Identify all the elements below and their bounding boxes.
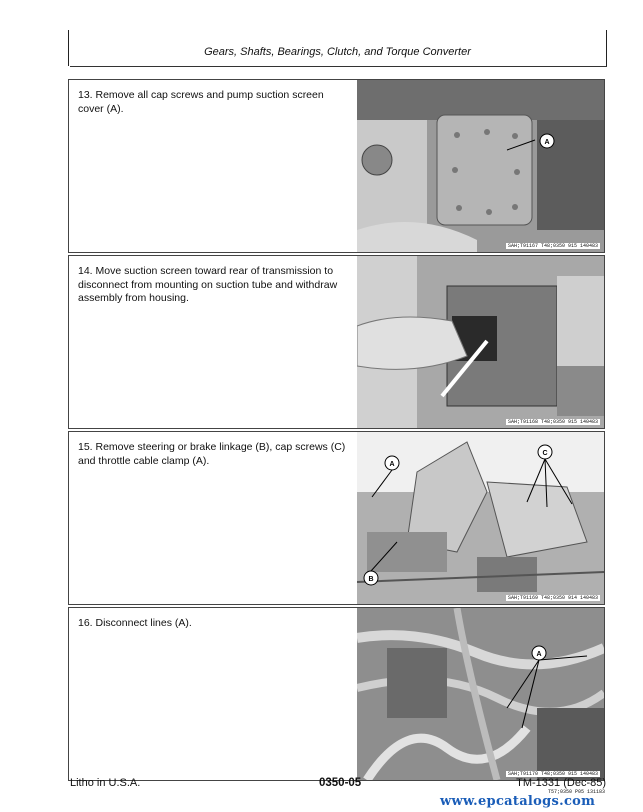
step-16-photo bbox=[357, 608, 604, 780]
callout-label: A bbox=[536, 651, 542, 658]
step-15-photo bbox=[357, 432, 604, 604]
footer-manual-id: TM-1331 (Dec-85) bbox=[516, 777, 606, 789]
page-header-title: Gears, Shafts, Bearings, Clutch, and Torque Converter bbox=[204, 46, 471, 58]
step-14-photo-caption: SAH;T91168 T48;0350 915 140483 bbox=[507, 419, 598, 425]
step-16-photo-caption: SAH;T91170 T48;0350 915 140483 bbox=[507, 771, 598, 777]
step-15 bbox=[68, 431, 605, 605]
header-rule bbox=[70, 66, 607, 67]
callout-label: A bbox=[544, 139, 550, 146]
step-15-photo-caption: SAH;T91169 T48;0350 914 140483 bbox=[507, 595, 598, 601]
step-14-photo bbox=[357, 256, 604, 428]
step-13-photo-caption: SAH;T91167 T48;0350 915 140483 bbox=[507, 243, 598, 249]
step-16-text: 16. Disconnect lines (A). bbox=[78, 617, 192, 629]
step-16-photo-illustration bbox=[357, 608, 604, 780]
binding-margin-line-right bbox=[606, 30, 607, 66]
step-14-text: 14. Move suction screen toward rear of transmission to disconnect from mounting on suction tube and withdraw assembly from housing. bbox=[78, 265, 338, 304]
step-15-photo-illustration bbox=[357, 432, 604, 604]
step-15-text: 15. Remove steering or brake linkage (B), cap screws (C) and throttle cable clamp (A). bbox=[78, 441, 346, 467]
footer-page-number: 0350-05 bbox=[319, 777, 362, 789]
footer-litho: Litho in U.S.A. bbox=[70, 777, 141, 789]
step-16 bbox=[68, 607, 605, 781]
step-13 bbox=[68, 79, 605, 253]
step-14 bbox=[68, 255, 605, 429]
callout-label: C bbox=[542, 450, 548, 457]
step-13-photo-illustration bbox=[357, 80, 604, 252]
step-13-text: 13. Remove all cap screws and pump suction screen cover (A). bbox=[78, 89, 324, 115]
step-14-photo-illustration bbox=[357, 256, 604, 428]
callout-label: A bbox=[389, 461, 395, 468]
callout-label: B bbox=[368, 576, 374, 583]
step-13-photo bbox=[357, 80, 604, 252]
binding-margin-line bbox=[68, 30, 69, 66]
watermark: www.epcatalogs.com bbox=[440, 794, 596, 809]
footer-code: T57;0350 P05 131183 bbox=[547, 789, 605, 795]
